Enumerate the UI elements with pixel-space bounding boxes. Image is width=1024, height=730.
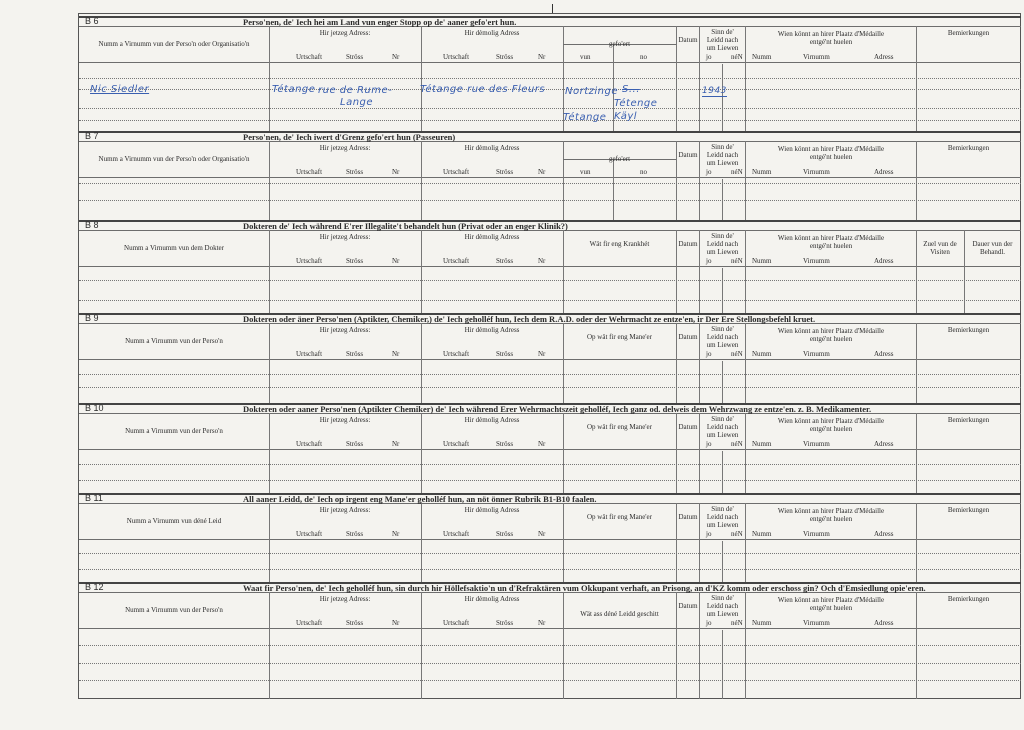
section-code: B 11 <box>85 493 103 503</box>
column-header-name: Numm a Virnumm vun der Perso'n oder Organisatio'n <box>98 155 250 163</box>
rule-line <box>563 592 564 699</box>
handwritten-former-address: Tétange rue des Fleurs <box>420 84 546 95</box>
column-header-first-name: Virnumm <box>803 350 830 358</box>
column-header-name: Numm a Virnumm vun der Perso'n <box>125 606 223 614</box>
column-header-locality: Urtschaft <box>296 440 323 448</box>
column-header-who-medal: Wien könnt an hirer Plaatz d'Médaille <box>777 145 885 153</box>
rule-line <box>79 16 1021 18</box>
column-header-remarks: Bemierkungen <box>947 506 990 514</box>
column-header-current-address: Hir jetzeg Adress: <box>319 29 371 37</box>
column-header-street: Ströss <box>496 257 514 265</box>
column-header-first-name: Virnumm <box>803 168 830 176</box>
column-header-street: Ströss <box>346 440 364 448</box>
column-header-address: Adress <box>874 168 894 176</box>
rule-line <box>79 78 1021 79</box>
rule-line <box>613 159 614 220</box>
column-header-still-living: Leidd nach <box>706 423 739 431</box>
section-title: Dokteren de' Iech während E'rer Illegalite't behandelt hun (Privat oder an enger Klinik?) <box>243 221 568 231</box>
column-header-street: Ströss <box>496 619 514 627</box>
column-header-are-people: Sinn de' <box>711 143 734 151</box>
column-header-current-address: Hir jetzeg Adress: <box>319 595 371 603</box>
rule-line <box>79 628 1021 629</box>
column-header-address: Adress <box>874 257 894 265</box>
rule-line <box>916 592 917 699</box>
column-header-number: Nr <box>392 257 400 265</box>
rule-line <box>421 230 422 313</box>
column-header-locality: Urtschaft <box>296 257 323 265</box>
rule-line <box>269 141 270 220</box>
column-header-locality: Urtschaft <box>443 168 470 176</box>
column-header-duration: Dauer vun der Behandl. <box>972 240 1013 256</box>
column-header-street: Ströss <box>346 619 364 627</box>
column-header-former-address: Hir dèmolig Adress <box>464 326 520 334</box>
rule-line <box>916 413 917 493</box>
column-header-still-living: Leidd nach <box>706 513 739 521</box>
rule-line <box>79 480 1021 481</box>
column-header-locality: Urtschaft <box>443 53 470 61</box>
column-header-street: Ströss <box>346 530 364 538</box>
column-header-still-living: Leidd nach <box>706 151 739 159</box>
column-header-former-address: Hir dèmolig Adress <box>464 506 520 514</box>
column-header-how: Op wät fir eng Mane'er <box>586 423 652 431</box>
column-header-locality: Urtschaft <box>443 440 470 448</box>
column-header-how: Op wät fir eng Mane'er <box>586 333 652 341</box>
rule-line <box>79 645 1021 646</box>
column-header-street: Ströss <box>346 53 364 61</box>
column-header-number: Nr <box>392 530 400 538</box>
column-header-to: no <box>640 168 647 176</box>
column-header-name: Numm a Virnumm vun dem Dokter <box>124 244 224 252</box>
column-header-receive: entgé'nt huelen <box>809 38 853 46</box>
rule-line <box>79 387 1021 388</box>
column-header-number: Nr <box>392 168 400 176</box>
column-header-alive: um Liewen <box>706 44 739 52</box>
column-header-surname: Numm <box>752 530 772 538</box>
column-header-date: Datum <box>678 151 698 159</box>
column-header-from: vun <box>580 168 591 176</box>
handwritten-from-2: Tétange <box>563 112 607 123</box>
column-header-alive: um Liewen <box>706 248 739 256</box>
rule-line <box>79 266 1021 267</box>
column-header-name: Numm a Virnumm vun der Perso'n <box>125 337 223 345</box>
column-header-are-people: Sinn de' <box>711 325 734 333</box>
column-header-alive: um Liewen <box>706 521 739 529</box>
section-code: B 7 <box>85 131 99 141</box>
rule-line <box>79 89 1021 90</box>
column-header-street: Ströss <box>496 168 514 176</box>
column-header-receive: entgé'nt huelen <box>809 335 853 343</box>
column-header-number: Nr <box>538 350 546 358</box>
rule-line <box>722 541 723 582</box>
section-title: Dokteren oder äner Perso'nen (Aptikter, Chemiker,) de' Iech geholléf hun, Iech dem R.A.D. oder der Wehrmacht ze entze'en, ir Der Ere Stellongsbefehl kruet. <box>243 314 816 324</box>
column-header-yes: jo <box>706 53 712 61</box>
column-header-surname: Numm <box>752 619 772 627</box>
column-header-current-address: Hir jetzeg Adress: <box>319 506 371 514</box>
rule-line <box>79 131 1021 133</box>
section-code: B 6 <box>85 16 99 26</box>
column-header-still-living: Leidd nach <box>706 240 739 248</box>
column-header-no: néN <box>731 168 743 176</box>
column-header-who-medal: Wien könnt an hirer Plaatz d'Médaille <box>777 234 885 242</box>
column-header-address: Adress <box>874 350 894 358</box>
column-header-number: Nr <box>538 530 546 538</box>
column-header-who-medal: Wien könnt an hirer Plaatz d'Médaille <box>777 327 885 335</box>
column-header-first-name: Virnumm <box>803 440 830 448</box>
column-header-first-name: Virnumm <box>803 619 830 627</box>
column-header-from: vun <box>580 53 591 61</box>
column-header-receive: entgé'nt huelen <box>809 515 853 523</box>
handwritten-to-1: Tétenge <box>614 98 658 109</box>
rule-line <box>79 663 1021 664</box>
column-header-to: no <box>640 53 647 61</box>
rule-line <box>79 108 1021 109</box>
column-header-number: Nr <box>538 257 546 265</box>
rule-line <box>563 141 564 220</box>
section-code: B 9 <box>85 313 99 323</box>
column-header-address: Adress <box>874 440 894 448</box>
column-header-number: Nr <box>538 440 546 448</box>
rule-line <box>79 569 1021 570</box>
column-header-name: Numm a Virnumm vun der Perso'n <box>125 427 223 435</box>
column-header-yes: jo <box>706 257 712 265</box>
section-code: B 10 <box>85 403 104 413</box>
rule-line <box>269 26 270 131</box>
rule-line <box>269 592 270 699</box>
column-header-former-address: Hir dèmolig Adress <box>464 29 520 37</box>
column-header-date: Datum <box>678 423 698 431</box>
column-header-former-address: Hir dèmolig Adress <box>464 416 520 424</box>
column-header-conveyed: gefo'ert <box>608 155 631 163</box>
rule-line <box>916 323 917 403</box>
rule-line <box>421 413 422 493</box>
column-header-alive: um Liewen <box>706 159 739 167</box>
column-header-date: Datum <box>678 240 698 248</box>
column-header-number: Nr <box>392 350 400 358</box>
column-header-address: Adress <box>874 530 894 538</box>
column-header-surname: Numm <box>752 350 772 358</box>
column-header-no: néN <box>731 530 743 538</box>
column-header-street: Ströss <box>496 530 514 538</box>
column-header-locality: Urtschaft <box>443 619 470 627</box>
rule-line <box>421 323 422 403</box>
column-header-yes: jo <box>706 168 712 176</box>
rule-line <box>722 64 723 131</box>
column-header-receive: entgé'nt huelen <box>809 604 853 612</box>
column-header-receive: entgé'nt huelen <box>809 242 853 250</box>
column-header-remarks: Bemierkungen <box>947 326 990 334</box>
column-header-street: Ströss <box>346 350 364 358</box>
handwritten-current-street-2: Lange <box>340 97 374 108</box>
column-header-date: Datum <box>678 513 698 521</box>
rule-line <box>79 374 1021 375</box>
rule-line <box>916 141 917 220</box>
column-header-locality: Urtschaft <box>443 257 470 265</box>
column-header-yes: jo <box>706 440 712 448</box>
column-header-locality: Urtschaft <box>296 619 323 627</box>
column-header-address: Adress <box>874 619 894 627</box>
rule-line <box>79 464 1021 465</box>
rule-line <box>79 539 1021 540</box>
column-header-first-name: Virnumm <box>803 53 830 61</box>
handwritten-date: 1943 <box>702 86 727 96</box>
rule-line <box>79 280 1021 281</box>
section-title: Perso'nen, de' Iech iwert d'Grenz gefo'ert hun (Passeuren) <box>243 132 456 142</box>
column-header-are-people: Sinn de' <box>711 594 734 602</box>
column-header-surname: Numm <box>752 440 772 448</box>
rule-line <box>722 268 723 313</box>
column-header-no: néN <box>731 257 743 265</box>
column-header-are-people: Sinn de' <box>711 232 734 240</box>
column-header-still-living: Leidd nach <box>706 602 739 610</box>
column-header-conveyed: gefo'ert <box>608 40 631 48</box>
column-header-yes: jo <box>706 530 712 538</box>
column-header-first-name: Virnumm <box>803 530 830 538</box>
rule-line <box>79 300 1021 301</box>
column-header-receive: entgé'nt huelen <box>809 153 853 161</box>
column-header-are-people: Sinn de' <box>711 415 734 423</box>
column-header-alive: um Liewen <box>706 610 739 618</box>
rule-line <box>269 503 270 582</box>
section-title: Perso'nen, de' Iech hei am Land vun enger Stopp op de' aaner gefo'ert hun. <box>243 17 517 27</box>
rule-line <box>722 361 723 403</box>
column-header-no: néN <box>731 53 743 61</box>
column-header-number: Nr <box>538 53 546 61</box>
rule-line <box>421 503 422 582</box>
column-header-surname: Numm <box>752 257 772 265</box>
column-header-current-address: Hir jetzeg Adress: <box>319 326 371 334</box>
column-header-remarks: Bemierkungen <box>947 416 990 424</box>
column-header-current-address: Hir jetzeg Adress: <box>319 233 371 241</box>
column-header-yes: jo <box>706 619 712 627</box>
handwritten-to-2: Käyl <box>614 111 638 122</box>
rule-line <box>916 26 917 131</box>
rule-line <box>421 26 422 131</box>
column-header-locality: Urtschaft <box>296 53 323 61</box>
handwritten-strike: S... <box>622 84 640 95</box>
column-header-former-address: Hir dèmolig Adress <box>464 595 520 603</box>
column-header-alive: um Liewen <box>706 341 739 349</box>
rule-line <box>79 553 1021 554</box>
section-title: Waat fir Perso'nen, de' Iech geholléf hun, sin durch hir Höllefsaktio'n un d'Refraktären vum Okkupant verhaft, an Prisong, an d'KZ komm oder erschoss gin? Och d'Emsiedlung opie'eren. <box>243 583 926 593</box>
section-title: Dokteren oder aaner Perso'nen (Aptikter Chemiker) de' Iech während Erer Wehrmachtszeit geholléf, Iech ganz od. delweis dem Wehrzwang ze entze'en. z. B. Medikamenter. <box>243 404 872 414</box>
rule-line <box>916 503 917 582</box>
rule-line <box>722 451 723 493</box>
column-header-date: Datum <box>678 602 698 610</box>
column-header-receive: entgé'nt huelen <box>809 425 853 433</box>
rule-line <box>269 413 270 493</box>
column-header-are-people: Sinn de' <box>711 28 734 36</box>
column-header-no: néN <box>731 350 743 358</box>
rule-line <box>79 183 1021 184</box>
column-header-former-address: Hir dèmolig Adress <box>464 144 520 152</box>
column-header-street: Ströss <box>496 350 514 358</box>
column-header-surname: Numm <box>752 53 772 61</box>
column-header-no: néN <box>731 440 743 448</box>
rule-line <box>79 680 1021 681</box>
section-code: B 8 <box>85 220 99 230</box>
column-header-yes: jo <box>706 350 712 358</box>
column-header-date: Datum <box>678 36 698 44</box>
column-header-number: Nr <box>392 619 400 627</box>
rule-line <box>722 630 723 699</box>
rule-line <box>79 359 1021 360</box>
column-header-locality: Urtschaft <box>443 530 470 538</box>
column-header-current-address: Hir jetzeg Adress: <box>319 144 371 152</box>
column-header-street: Ströss <box>346 257 364 265</box>
column-header-address: Adress <box>874 53 894 61</box>
column-header-number: Nr <box>538 168 546 176</box>
column-header-locality: Urtschaft <box>296 350 323 358</box>
section-title: All aaner Leidd, de' Iech op irgent eng Mane'er geholléf hun, an nöt önner Rubrik B1-B10 faalen. <box>243 494 597 504</box>
column-header-what-happened: Wät ass déné Leidd geschitt <box>580 610 659 618</box>
handwritten-name: Nic Siedler <box>90 84 150 95</box>
rule-line <box>722 179 723 220</box>
column-header-still-living: Leidd nach <box>706 333 739 341</box>
rule-line <box>269 230 270 313</box>
rule-line <box>79 120 1021 121</box>
column-header-name: Numm a Virnumm vun déné Leid <box>126 517 222 525</box>
handwritten-current-street-1: rue de Rume- <box>318 85 393 96</box>
column-header-street: Ströss <box>346 168 364 176</box>
column-header-still-living: Leidd nach <box>706 36 739 44</box>
column-header-name: Numm a Virnumm vun der Perso'n oder Organisatio'n <box>98 40 250 48</box>
rule-line <box>79 177 1021 178</box>
column-header-illness: Wät fir eng Krankhét <box>589 240 650 248</box>
column-header-number: Nr <box>392 440 400 448</box>
column-header-remarks: Bemierkungen <box>947 595 990 603</box>
column-header-first-name: Virnumm <box>803 257 830 265</box>
column-header-surname: Numm <box>752 168 772 176</box>
rule-line <box>79 141 1021 142</box>
rule-line <box>79 449 1021 450</box>
handwritten-current-town: Tétange <box>272 84 316 95</box>
column-header-remarks: Bemierkungen <box>947 144 990 152</box>
column-header-street: Ströss <box>496 53 514 61</box>
column-header-number: Nr <box>538 619 546 627</box>
column-header-former-address: Hir dèmolig Adress <box>464 233 520 241</box>
rule-line <box>421 592 422 699</box>
column-header-number: Nr <box>392 53 400 61</box>
column-header-how: Op wät fir eng Mane'er <box>586 513 652 521</box>
rule-line <box>269 323 270 403</box>
handwritten-from-1: Nortzinge <box>565 86 618 97</box>
column-header-locality: Urtschaft <box>443 350 470 358</box>
column-header-alive: um Liewen <box>706 431 739 439</box>
column-header-locality: Urtschaft <box>296 168 323 176</box>
column-header-remarks: Bemierkungen <box>947 29 990 37</box>
rule-line <box>79 200 1021 201</box>
rule-line <box>79 62 1021 63</box>
column-header-date: Datum <box>678 333 698 341</box>
column-header-number-visits: Zuel vun de Visiten <box>923 240 957 256</box>
column-header-locality: Urtschaft <box>296 530 323 538</box>
section-code: B 12 <box>85 582 104 592</box>
column-header-who-medal: Wien könnt an hirer Plaatz d'Médaille <box>777 507 885 515</box>
rule-line <box>421 141 422 220</box>
column-header-no: néN <box>731 619 743 627</box>
column-header-who-medal: Wien könnt an hirer Plaatz d'Médaille <box>777 30 885 38</box>
column-header-who-medal: Wien könnt an hirer Plaatz d'Médaille <box>777 596 885 604</box>
column-header-who-medal: Wien könnt an hirer Plaatz d'Médaille <box>777 417 885 425</box>
column-header-current-address: Hir jetzeg Adress: <box>319 416 371 424</box>
column-header-are-people: Sinn de' <box>711 505 734 513</box>
rule-line <box>79 26 1021 27</box>
column-header-street: Ströss <box>496 440 514 448</box>
